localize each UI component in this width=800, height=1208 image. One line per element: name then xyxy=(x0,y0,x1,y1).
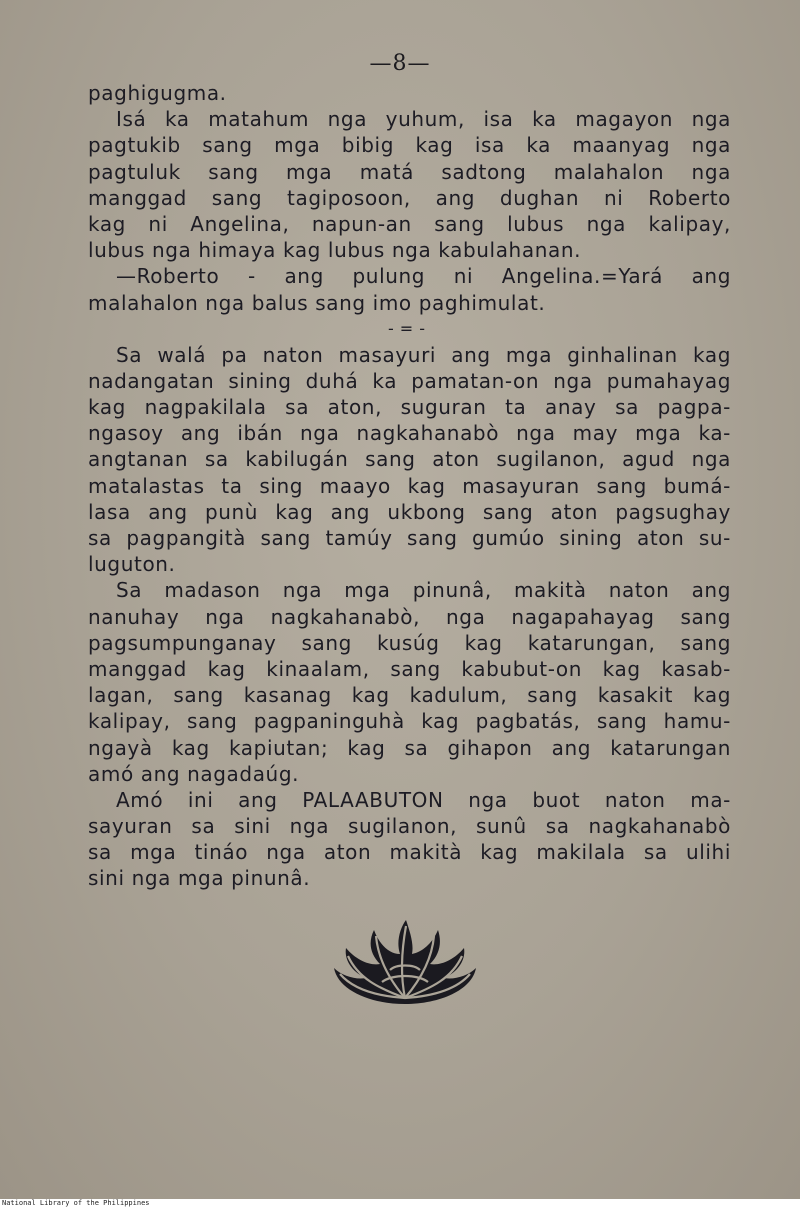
text-line: nadangatan sining duhá ka pamatan-on nga pumahayag xyxy=(88,368,731,393)
text-line: ngasoy ang ibán nga nagkahanabò nga may mga ka- xyxy=(88,421,731,446)
text-line: sa mga tináo nga aton makità kag makilala sa ulihi xyxy=(88,840,731,865)
text-line: Sa madason nga mga pinunâ, makità naton ang xyxy=(116,578,731,603)
text-line: lasa ang punù kag ang ukbong sang aton pagsughay xyxy=(88,499,731,524)
text-line: matalastas ta sing maayo kag masayuran sang bumá- xyxy=(88,473,731,498)
text-line: pagsumpunganay sang kusúg kag katarungan, sang xyxy=(88,630,731,655)
text-line: pagtuluk sang mga matá sadtong malahalon nga xyxy=(88,159,731,184)
page-number: —8— xyxy=(369,51,431,76)
text-line: kag nagpakilala sa aton, suguran ta anay sa pagpa- xyxy=(88,395,731,420)
text-line: Sa walá pa naton masayuri ang mga ginhalinan kag xyxy=(116,342,731,367)
section-separator: -=- xyxy=(388,318,431,338)
text-line: ngayà kag kapiutan; kag sa gihapon ang katarungan xyxy=(88,735,731,760)
text-line: lubus nga himaya kag lubus nga kabulahanan. xyxy=(88,238,582,263)
text-line: sini nga mga pinunâ. xyxy=(88,866,311,891)
text-line: Isá ka matahum nga yuhum, isa ka magayon nga xyxy=(116,107,731,132)
text-line: Amó ini ang PALAABUTON nga buot naton ma- xyxy=(116,787,731,812)
text-line: amó ang nagadaúg. xyxy=(88,761,300,786)
text-line: sa pagpangità sang tamúy sang gumúo sining aton su- xyxy=(88,526,731,550)
text-line: luguton. xyxy=(88,552,176,577)
text-line: kag ni Angelina, napun-an sang lubus nga kalipay, xyxy=(88,211,731,236)
paragraph-yuhum xyxy=(88,106,731,263)
text-line: kalipay, sang pagpaninguhà kag pagbatás, sang hamu- xyxy=(88,709,731,734)
text-line: paghigugma. xyxy=(88,81,227,105)
text-line: angtanan sa kabilugán sang aton sugilanon, agud nga xyxy=(88,447,731,472)
text-line: sayuran sa sini nga sugilanon, sunû sa nagkahanabò xyxy=(88,814,731,839)
chrysanthemum-ornament-icon xyxy=(330,918,480,1010)
text-line: —Roberto - ang pulung ni Angelina.=Yará ang xyxy=(116,264,731,289)
text-line: pagtukib sang mga bibig kag isa ka maanyag nga xyxy=(88,133,731,158)
text-line: nanuhay nga nagkahanabò, nga nagapahayag sang xyxy=(88,604,731,629)
paragraph-dialogue xyxy=(88,263,731,315)
paragraph-introduction xyxy=(88,342,731,578)
library-credit: National Library of the Philippines xyxy=(2,1199,150,1207)
text-line: manggad kag kinaalam, sang kabubut-on kag kasab- xyxy=(88,656,731,681)
text-line: malahalon nga balus sang imo paghimulat. xyxy=(88,290,546,315)
text-line: lagan, sang kasanag kag kadulum, sang kasakit kag xyxy=(88,683,731,708)
paragraph-events xyxy=(88,577,731,787)
paragraph-palaabuton xyxy=(88,787,731,892)
text-line: manggad sang tagiposoon, ang dughan ni Roberto xyxy=(88,185,731,210)
paragraph-continuation xyxy=(88,80,731,106)
body-text xyxy=(88,80,731,892)
